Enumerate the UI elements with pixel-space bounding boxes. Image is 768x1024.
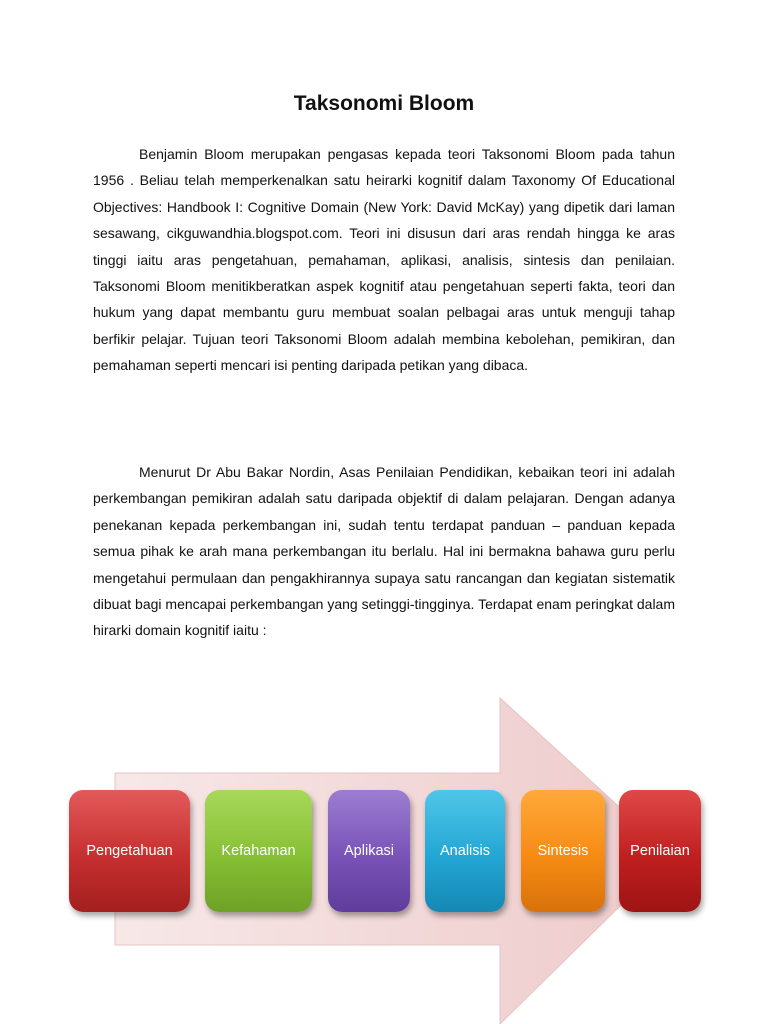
paragraph-1: Benjamin Bloom merupakan pengasas kepada teori Taksonomi Bloom pada tahun 1956 . Beliau telah memperkenalkan satu heirarki kognitif dalam Taxonomy Of Educational Objectives: Handbook I: Cognitive Domain (New York: David McKay) yang dipetik dari laman sesawang, cikguwandhia.blogspot.com. Teori ini disusun dari aras rendah hingga ke aras tinggi iaitu aras pengetahuan, pemahaman, aplikasi, analisis, sintesis dan penilaian. Taksonomi Bloom menitikberatkan aspek kognitif atau pengetahuan seperti fakta, teori dan hukum yang dapat membantu guru membuat soalan pelbagai aras untuk menguji tahap berfikir pelajar. Tujuan teori Taksonomi Bloom adalah membina kebolehan, pemikiran, dan pemahaman seperti mencari isi penting daripada petikan yang dibaca. (93, 146, 675, 374)
level-box-kefahaman (205, 790, 312, 912)
level-box-analisis (425, 790, 505, 912)
level-box-pengetahuan (69, 790, 190, 912)
level-label: Penilaian (630, 843, 690, 859)
level-label: Aplikasi (344, 843, 394, 859)
level-label: Pengetahuan (86, 843, 173, 859)
level-label: Analisis (440, 843, 490, 859)
level-box-aplikasi (328, 790, 410, 912)
level-label: Sintesis (537, 843, 589, 859)
document-title: Taksonomi Bloom (293, 92, 475, 115)
level-box-sintesis (521, 790, 605, 912)
level-box-penilaian (619, 790, 701, 912)
paragraph-2: Menurut Dr Abu Bakar Nordin, Asas Penilaian Pendidikan, kebaikan teori ini adalah perkembangan pemikiran adalah satu daripada objektif di dalam pelajaran. Dengan adanya penekanan kepada perkembangan ini, sudah tentu terdapat panduan – panduan kepada semua pihak ke arah mana perkembangan itu berlalu. Hal ini bermakna bahawa guru perlu mengetahui permulaan dan pengakhirannya supaya satu rancangan dan kegiatan sistematik dibuat bagi mencapai perkembangan yang setinggi-tingginya. Terdapat enam peringkat dalam hirarki domain kognitif iaitu : (93, 464, 675, 639)
bloom-taxonomy-diagram (60, 690, 710, 1024)
level-label: Kefahaman (221, 843, 296, 859)
